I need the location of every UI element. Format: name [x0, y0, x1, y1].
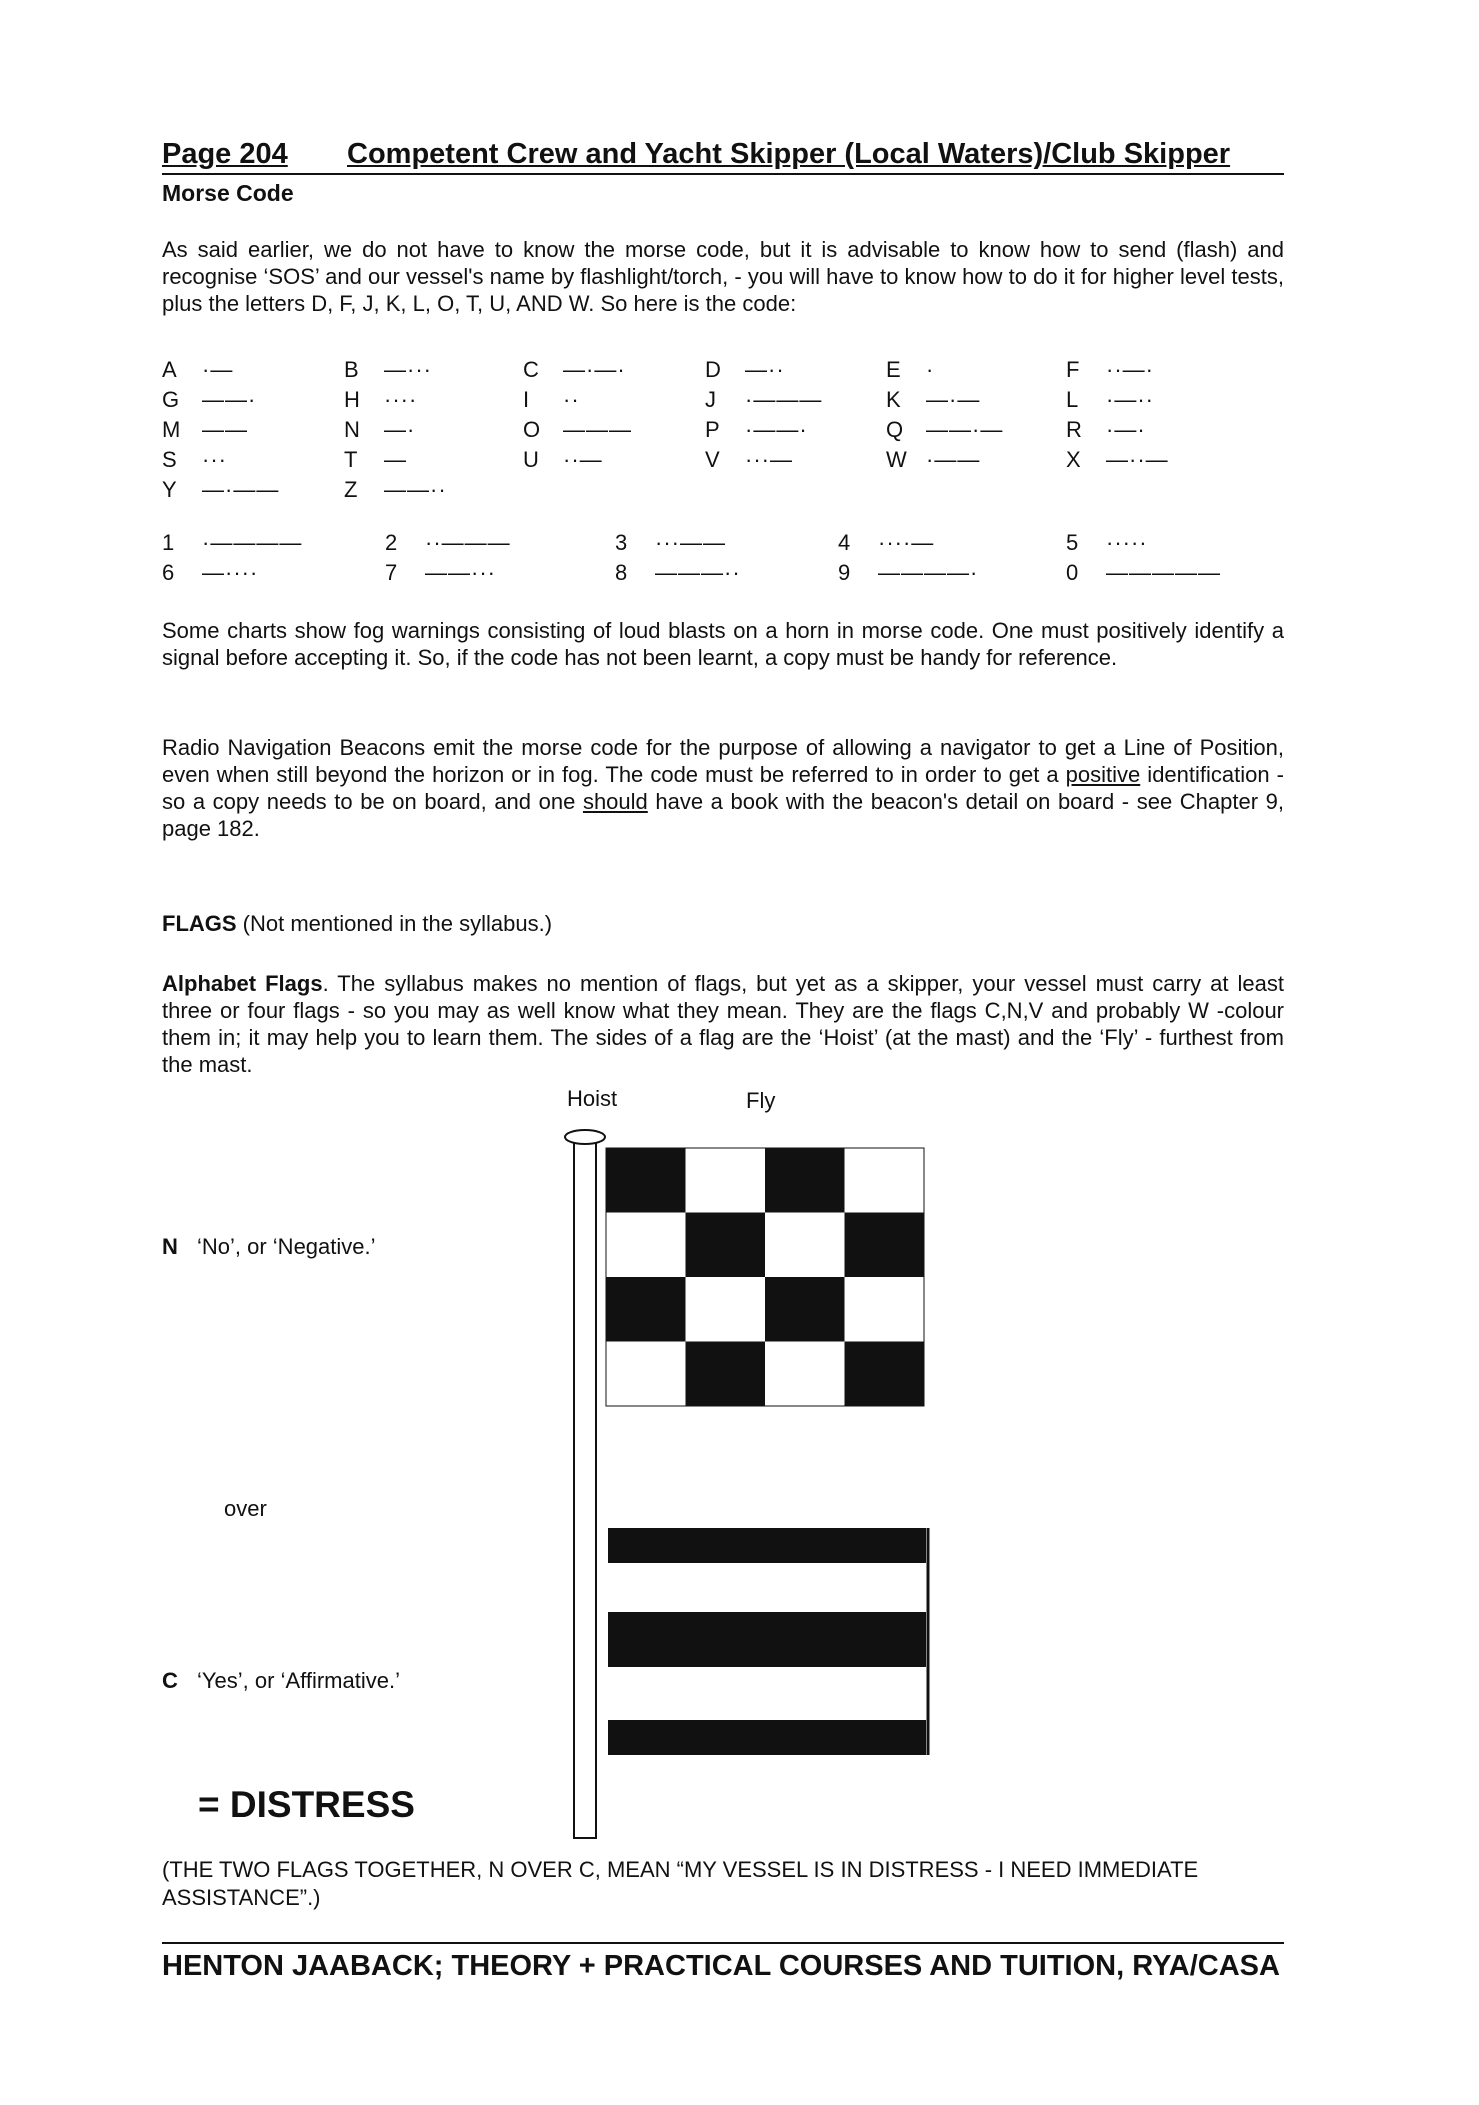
- morse-letter-v: [705, 447, 793, 473]
- morse-code: ···—: [745, 447, 793, 472]
- morse-code: —····: [202, 560, 259, 585]
- n-flag-square: [765, 1277, 845, 1342]
- morse-code: ———··: [655, 560, 741, 585]
- alphabet-flags-bold: Alphabet Flags: [162, 971, 323, 996]
- radio-text-3: have a book with the beacon's detail on board - see Chapter 9, page 182.: [162, 789, 1285, 841]
- morse-code: ·——·: [745, 417, 808, 442]
- morse-code: ··—: [563, 447, 603, 472]
- morse-code: ——·—: [926, 417, 1004, 442]
- morse-char: L: [1066, 387, 1080, 412]
- c-flag: [608, 1528, 928, 1803]
- morse-code: ——··: [384, 477, 447, 502]
- n-flag: [606, 1148, 924, 1406]
- morse-digit-9: [838, 560, 978, 586]
- flags-heading-rest: (Not mentioned in the syllabus.): [236, 911, 553, 936]
- morse-char: Q: [886, 417, 905, 442]
- morse-code: —·—·: [563, 357, 626, 382]
- morse-code: —·—: [926, 387, 981, 412]
- morse-digit-1: [162, 530, 302, 556]
- book-title: Competent Crew and Yacht Skipper (Local Waters)/Club Skipper: [347, 138, 1231, 170]
- fog-paragraph: Some charts show fog warnings consisting of loud blasts on a horn in morse code. One must positively identify a signal before accepting it. So, if the code has not been learnt, a copy must be handy for reference.: [162, 618, 1284, 670]
- morse-digit-2: [385, 530, 511, 556]
- morse-letter-y: [162, 477, 279, 503]
- morse-char: 1: [162, 530, 176, 555]
- morse-letter-i: [523, 387, 580, 413]
- morse-letter-x: [1066, 447, 1169, 473]
- morse-char: D: [705, 357, 722, 382]
- radio-text-2: identification - so a copy needs to be on board, and one: [162, 762, 1284, 814]
- n-flag-square: [686, 1213, 766, 1278]
- morse-letter-w: [886, 447, 980, 473]
- morse-letter-s: [162, 447, 227, 473]
- morse-code: —··—: [1106, 447, 1169, 472]
- morse-char: F: [1066, 357, 1081, 382]
- n-flag-square: [606, 1277, 686, 1342]
- morse-code: ·—·: [1106, 417, 1146, 442]
- morse-code: ·————: [202, 530, 303, 555]
- morse-code: —···: [384, 357, 432, 382]
- morse-letter-h: [344, 387, 417, 413]
- morse-char: Y: [162, 477, 178, 502]
- mast-truck: [565, 1130, 605, 1144]
- morse-letter-o: [523, 417, 632, 443]
- n-flag-square: [686, 1342, 766, 1407]
- morse-digit-8: [615, 560, 741, 586]
- over-label: over: [224, 1496, 267, 1521]
- morse-code: —··: [745, 357, 785, 382]
- morse-char: I: [523, 387, 531, 412]
- morse-letter-k: [886, 387, 980, 413]
- morse-char: O: [523, 417, 542, 442]
- morse-char: P: [705, 417, 721, 442]
- flag-diagram: [560, 1120, 940, 1840]
- morse-code: ————·: [878, 560, 979, 585]
- morse-letter-q: [886, 417, 1003, 443]
- morse-char: H: [344, 387, 361, 412]
- morse-char: 3: [615, 530, 629, 555]
- morse-char: 2: [385, 530, 399, 555]
- morse-char: M: [162, 417, 182, 442]
- n-flag-square: [765, 1148, 845, 1213]
- morse-char: 8: [615, 560, 629, 585]
- morse-digit-5: [1066, 530, 1148, 556]
- morse-letter-g: [162, 387, 256, 413]
- morse-letter-e: [886, 357, 934, 383]
- morse-code: ··: [563, 387, 580, 412]
- morse-code: —·: [384, 417, 416, 442]
- flags-heading-bold: FLAGS: [162, 911, 237, 936]
- n-flag-square: [845, 1342, 925, 1407]
- morse-char: 6: [162, 560, 176, 585]
- morse-letter-f: [1066, 357, 1154, 383]
- morse-char: 5: [1066, 530, 1080, 555]
- radio-underline-positive: positive: [1065, 762, 1141, 787]
- morse-code: —: [384, 447, 407, 472]
- morse-letter-c: [523, 357, 626, 383]
- morse-digit-6: [162, 560, 258, 586]
- morse-char: R: [1066, 417, 1083, 442]
- distress-label: = DISTRESS: [198, 1784, 415, 1825]
- alphabet-flags-rest: . The syllabus makes no mention of flags, but yet as a skipper, your vessel must carry at least three or four flags - so you may as well know what they mean. They are the flags C,N,V and probably W -colour them in; it may help you to learn them. The sides of a flag are the ‘Hoist’ (at the mast) and the ‘Fly’ - furthest from the mast.: [162, 971, 1284, 1077]
- c-flag-letter: C: [162, 1668, 178, 1693]
- morse-char: W: [886, 447, 908, 472]
- morse-letter-r: [1066, 417, 1146, 443]
- morse-char: 0: [1066, 560, 1080, 585]
- morse-code: —————: [1106, 560, 1221, 585]
- morse-letter-a: [162, 357, 233, 383]
- morse-code: ·: [926, 357, 935, 382]
- morse-code: ··———: [425, 530, 511, 555]
- morse-letter-p: [705, 417, 808, 443]
- morse-code: ····—: [878, 530, 935, 555]
- morse-char: T: [344, 447, 359, 472]
- morse-char: 7: [385, 560, 399, 585]
- morse-char: K: [886, 387, 902, 412]
- morse-char: V: [705, 447, 721, 472]
- morse-letter-u: [523, 447, 603, 473]
- morse-char: X: [1066, 447, 1082, 472]
- morse-code: ···——: [655, 530, 726, 555]
- c-flag-meaning: ‘Yes’, or ‘Affirmative.’: [197, 1668, 400, 1693]
- morse-char: 9: [838, 560, 852, 585]
- morse-code: ·———: [745, 387, 823, 412]
- morse-code: ·—: [202, 357, 234, 382]
- morse-letter-m: [162, 417, 248, 443]
- morse-letter-n: [344, 417, 415, 443]
- n-flag-square: [606, 1148, 686, 1213]
- page-footer: HENTON JAABACK; THEORY + PRACTICAL COURSES AND TUITION, RYA/CASA: [162, 1942, 1284, 1983]
- morse-digit-7: [385, 560, 496, 586]
- morse-char: A: [162, 357, 178, 382]
- morse-code: ·—··: [1106, 387, 1154, 412]
- radio-text-1: Radio Navigation Beacons emit the morse code for the purpose of allowing a navigator to get a Line of Position, even when still beyond the horizon or in fog. The code must be referred to in order to get a: [162, 735, 1284, 787]
- c-stripe-middle: [608, 1612, 926, 1667]
- morse-code: ··—·: [1106, 357, 1154, 382]
- morse-char: 4: [838, 530, 852, 555]
- morse-code: —·——: [202, 477, 280, 502]
- morse-letter-l: [1066, 387, 1154, 413]
- morse-code: ····: [384, 387, 418, 412]
- morse-letter-t: [344, 447, 407, 473]
- morse-digit-4: [838, 530, 934, 556]
- c-stripe-top: [608, 1528, 926, 1563]
- morse-char: S: [162, 447, 178, 472]
- radio-underline-should: should: [582, 789, 648, 814]
- fly-label: Fly: [746, 1088, 776, 1113]
- morse-letter-z: [344, 477, 447, 503]
- c-flag-caption: [162, 1668, 400, 1694]
- morse-letter-b: [344, 357, 432, 383]
- morse-char: U: [523, 447, 540, 472]
- n-flag-letter: N: [162, 1234, 178, 1259]
- intro-paragraph: As said earlier, we do not have to know the morse code, but it is advisable to know how to send (flash) and recognise ‘SOS’ and our vessel's name by flashlight/torch, - you will have to know how to do it for higher level tests, plus the letters D, F, J, K, L, O, T, U, AND W. So here is the code:: [162, 237, 1284, 316]
- page-number: Page 204: [162, 138, 288, 170]
- page-header: [162, 138, 1284, 175]
- morse-code: ——·: [202, 387, 257, 412]
- hoist-label: Hoist: [567, 1086, 618, 1111]
- morse-char: C: [523, 357, 540, 382]
- morse-char: J: [705, 387, 717, 412]
- morse-letter-d: [705, 357, 785, 383]
- morse-char: Z: [344, 477, 359, 502]
- radio-paragraph: [162, 734, 1284, 842]
- morse-code: ——: [202, 417, 248, 442]
- morse-code: ·——: [926, 447, 981, 472]
- alphabet-flags-paragraph: [162, 970, 1284, 1078]
- section-title: Morse Code: [162, 180, 294, 206]
- morse-code: ···: [202, 447, 227, 472]
- n-flag-square: [845, 1213, 925, 1278]
- c-stripe-bottom: [608, 1720, 926, 1755]
- flags-heading: [162, 910, 1284, 937]
- morse-char: E: [886, 357, 902, 382]
- mast: [574, 1138, 596, 1838]
- n-flag-caption: [162, 1234, 376, 1260]
- morse-digit-3: [615, 530, 726, 556]
- morse-code: ·····: [1106, 530, 1148, 555]
- morse-char: N: [344, 417, 361, 442]
- distress-note: (THE TWO FLAGS TOGETHER, N OVER C, MEAN “MY VESSEL IS IN DISTRESS - I NEED IMMEDIATE ASSISTANCE”.): [162, 1857, 1199, 1910]
- morse-code: ——···: [425, 560, 496, 585]
- morse-digit-0: [1066, 560, 1221, 586]
- morse-char: B: [344, 357, 360, 382]
- morse-code: ———: [563, 417, 632, 442]
- morse-char: G: [162, 387, 181, 412]
- morse-letter-j: [705, 387, 822, 413]
- n-flag-meaning: ‘No’, or ‘Negative.’: [197, 1234, 376, 1259]
